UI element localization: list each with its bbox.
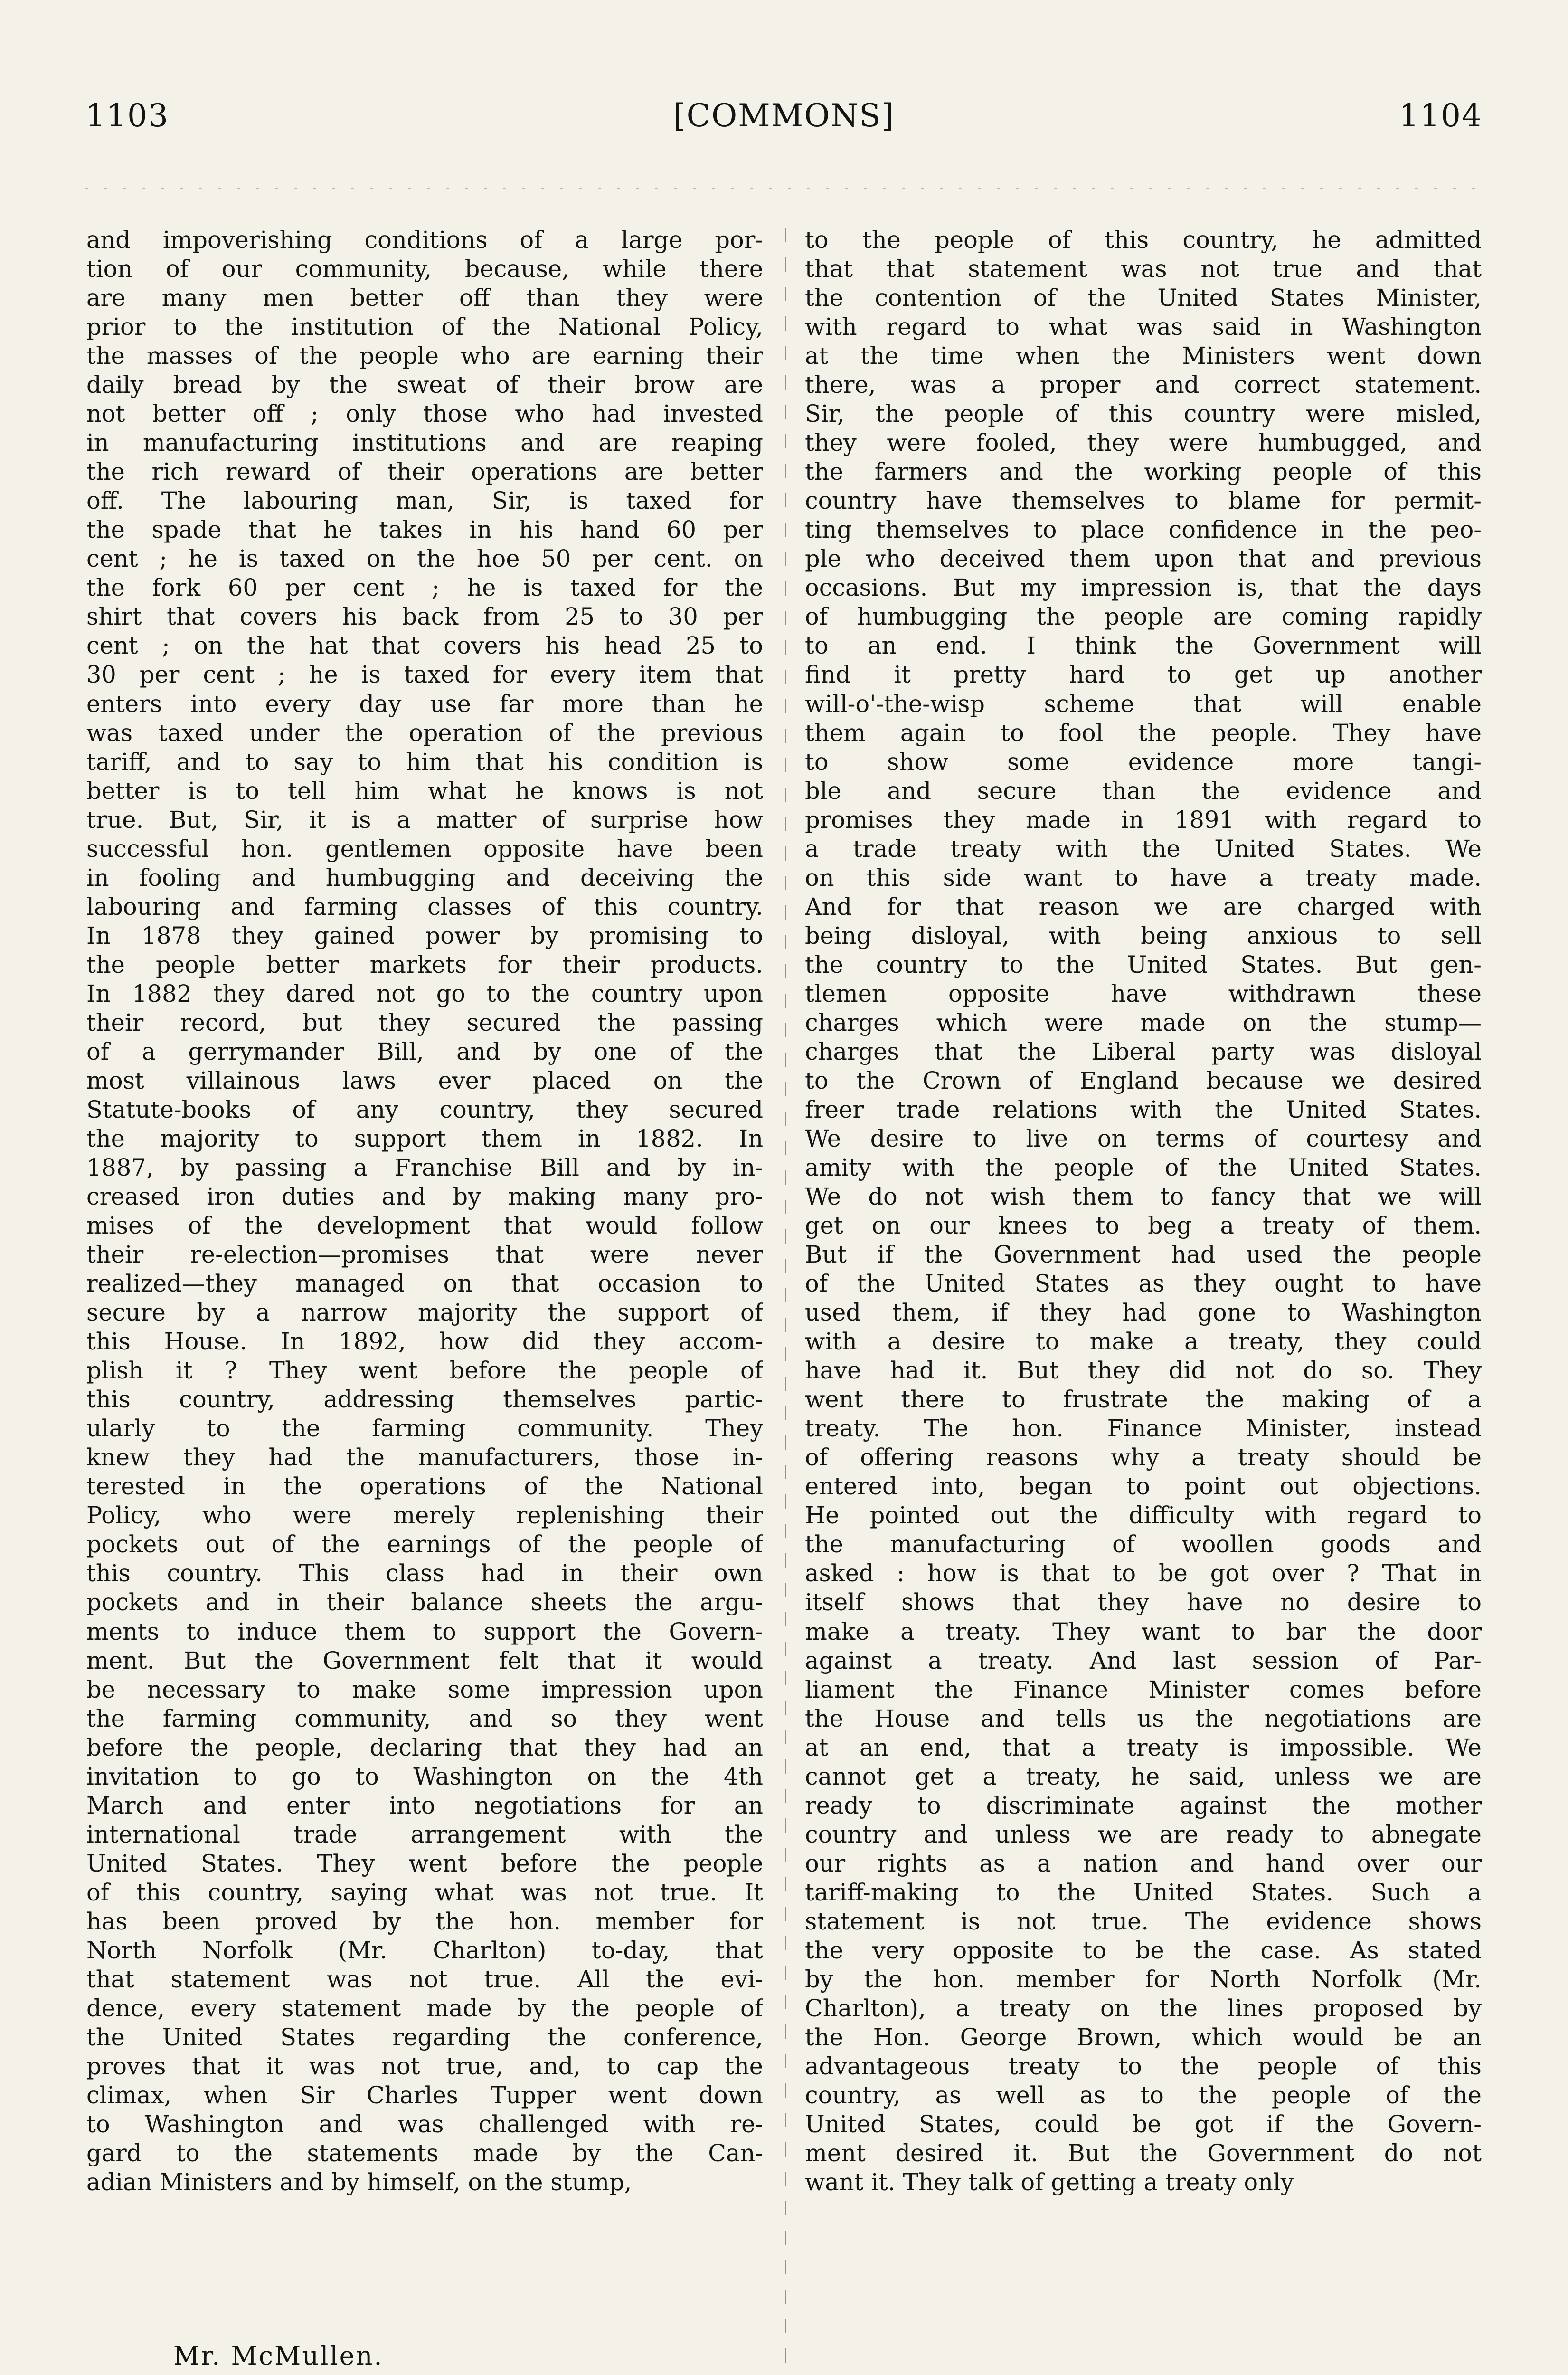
text-line: that statement was not true. All the evi- [86, 1965, 763, 1993]
text-line: the masses of the people who are earning their [86, 342, 763, 370]
text-line: ment desired it. But the Government do not [805, 2139, 1482, 2167]
text-line: knew they had the manufacturers, those in- [86, 1444, 763, 1472]
text-line: the people better markets for their products. [86, 950, 763, 978]
text-line: United States. They went before the people [86, 1849, 763, 1877]
page-number-left: 1103 [85, 97, 169, 134]
text-line: And for that reason we are charged with [805, 893, 1482, 921]
text-line: to Washington and was challenged with re- [86, 2110, 763, 2138]
text-line: gard to the statements made by the Can- [86, 2139, 763, 2167]
text-line: want it. They talk of getting a treaty only [805, 2168, 1294, 2196]
text-line: the rich reward of their operations are better [86, 458, 763, 486]
text-line: most villainous laws ever placed on the [86, 1066, 763, 1094]
text-line: itself shows that they have no desire to [805, 1588, 1482, 1616]
text-line: country, as well as to the people of the [805, 2081, 1482, 2109]
text-line: of the United States as they ought to have [805, 1270, 1482, 1298]
text-line: ready to discriminate against the mother [805, 1791, 1482, 1819]
text-line: of a gerrymander Bill, and by one of the [86, 1037, 763, 1065]
text-line: invitation to go to Washington on the 4th [86, 1762, 763, 1790]
text-line: realized—they managed on that occasion to [86, 1270, 763, 1298]
text-line: treaty. The hon. Finance Minister, instead [805, 1415, 1482, 1443]
text-line: asked : how is that to be got over ? That in [805, 1559, 1482, 1587]
text-line: advantageous treaty to the people of this [805, 2052, 1482, 2080]
text-line: 1887, by passing a Franchise Bill and by in- [86, 1154, 763, 1181]
text-line: the fork 60 per cent ; he is taxed for the [86, 574, 763, 602]
text-line: But if the Government had used the people [805, 1241, 1482, 1269]
text-line: was taxed under the operation of the previous [86, 719, 763, 747]
text-line: ularly to the farming community. They [86, 1415, 763, 1443]
text-line: they were fooled, they were humbugged, and [805, 429, 1482, 457]
text-line: not better off ; only those who had invested [86, 400, 763, 428]
text-line: shirt that covers his back from 25 to 30 per [86, 603, 763, 631]
text-line: the House and tells us the negotiations are [805, 1704, 1482, 1732]
text-line: there, was a proper and correct statement. [805, 371, 1482, 399]
text-line: this country, addressing themselves partic- [86, 1386, 763, 1414]
text-line: the spade that he takes in his hand 60 per [86, 516, 763, 544]
text-line: have had it. But they did not do so. They [805, 1357, 1482, 1385]
text-line: cannot get a treaty, he said, unless we are [805, 1762, 1482, 1790]
header-rule [85, 188, 1483, 189]
right-text-column [805, 226, 1482, 2290]
text-line: has been proved by the hon. member for [86, 1907, 763, 1935]
column-divider [785, 228, 786, 2375]
text-line: We desire to live on terms of courtesy and [805, 1124, 1482, 1152]
text-line: make a treaty. They want to bar the door [805, 1617, 1482, 1645]
header-title: [COMMONS] [673, 97, 895, 134]
text-line: tariff-making to the United States. Such a [805, 1878, 1482, 1906]
text-line: our rights as a nation and hand over our [805, 1849, 1482, 1877]
text-line: March and enter into negotiations for an [86, 1791, 763, 1819]
text-line: and impoverishing conditions of a large por- [86, 226, 763, 254]
text-line: at the time when the Ministers went down [805, 342, 1482, 370]
text-line: their record, but they secured the passing [86, 1008, 763, 1036]
text-line: get on our knees to beg a treaty of them. [805, 1212, 1482, 1240]
left-text-column [86, 226, 763, 2290]
text-line: country and unless we are ready to abnegate [805, 1820, 1482, 1848]
text-line: the farming community, and so they went [86, 1704, 763, 1732]
text-line: occasions. But my impression is, that the days [805, 574, 1482, 602]
text-line: by the hon. member for North Norfolk (Mr. [805, 1965, 1482, 1993]
text-line: to an end. I think the Government will [805, 632, 1482, 660]
text-line: in manufacturing institutions and are reaping [86, 429, 763, 457]
text-line: labouring and farming classes of this country. [86, 893, 763, 921]
text-line: North Norfolk (Mr. Charlton) to-day, that [86, 1936, 763, 1964]
text-line: tariff, and to say to him that his condition is [86, 748, 763, 776]
text-line: In 1878 they gained power by promising to [86, 922, 763, 950]
text-line: the contention of the United States Minister, [805, 284, 1482, 312]
text-line: are many men better off than they were [86, 284, 763, 312]
text-line: the country to the United States. But gen- [805, 950, 1482, 978]
text-line: to the people of this country, he admitted [805, 226, 1482, 254]
text-line: international trade arrangement with the [86, 1820, 763, 1848]
text-line: of this country, saying what was not true. It [86, 1878, 763, 1906]
text-line: ple who deceived them upon that and previous [805, 545, 1482, 573]
text-line: Charlton), a treaty on the lines proposed by [805, 1994, 1482, 2022]
speaker-footer: Mr. McMullen. [173, 2341, 384, 2371]
text-line: being disloyal, with being anxious to sell [805, 922, 1482, 950]
text-line: the Hon. George Brown, which would be an [805, 2023, 1482, 2051]
text-line: in fooling and humbugging and deceiving the [86, 864, 763, 892]
text-line: promises they made in 1891 with regard to [805, 806, 1482, 834]
text-line: the manufacturing of woollen goods and [805, 1530, 1482, 1558]
text-line: them again to fool the people. They have [805, 719, 1482, 747]
text-line: Policy, who were merely replenishing their [86, 1501, 763, 1530]
text-line: ments to induce them to support the Govern- [86, 1617, 763, 1645]
text-line: be necessary to make some impression upon [86, 1675, 763, 1703]
text-line: proves that it was not true, and, to cap the [86, 2052, 763, 2080]
text-line: to the Crown of England because we desired [805, 1066, 1482, 1094]
text-line: the very opposite to be the case. As stated [805, 1936, 1482, 1964]
text-line: adian Ministers and by himself, on the stump, [86, 2168, 632, 2196]
text-line: of humbugging the people are coming rapidly [805, 603, 1482, 631]
text-line: the farmers and the working people of this [805, 458, 1482, 486]
text-line: the United States regarding the conference, [86, 2023, 763, 2051]
text-line: used them, if they had gone to Washington [805, 1299, 1482, 1327]
text-line: amity with the people of the United States. [805, 1154, 1482, 1181]
text-line: country have themselves to blame for permit- [805, 487, 1482, 515]
text-line: this House. In 1892, how did they accom- [86, 1328, 763, 1356]
text-line: went there to frustrate the making of a [805, 1386, 1482, 1414]
text-line: Sir, the people of this country were misled, [805, 400, 1482, 428]
text-line: against a treaty. And last session of Par- [805, 1646, 1482, 1674]
text-line: ble and secure than the evidence and [805, 777, 1482, 805]
text-line: a trade treaty with the United States. We [805, 835, 1482, 863]
text-line: In 1882 they dared not go to the country upon [86, 979, 763, 1007]
text-line: will-o'-the-wisp scheme that will enable [805, 690, 1482, 718]
text-line: charges which were made on the stump— [805, 1008, 1482, 1036]
text-line: ment. But the Government felt that it would [86, 1646, 763, 1674]
text-line: of offering reasons why a treaty should be [805, 1444, 1482, 1472]
text-line: charges that the Liberal party was disloyal [805, 1037, 1482, 1065]
text-line: plish it ? They went before the people of [86, 1357, 763, 1385]
text-line: with regard to what was said in Washington [805, 313, 1482, 341]
text-line: statement is not true. The evidence shows [805, 1907, 1482, 1935]
text-line: to show some evidence more tangi- [805, 748, 1482, 776]
text-line: tlemen opposite have withdrawn these [805, 979, 1482, 1007]
text-line: United States, could be got if the Govern- [805, 2110, 1482, 2138]
text-line: We do not wish them to fancy that we will [805, 1183, 1482, 1211]
text-line: daily bread by the sweat of their brow are [86, 371, 763, 399]
text-line: prior to the institution of the National Policy, [86, 313, 763, 341]
text-line: before the people, declaring that they had an [86, 1733, 763, 1761]
text-line: cent ; on the hat that covers his head 25 to [86, 632, 763, 660]
text-line: 30 per cent ; he is taxed for every item that [86, 661, 763, 689]
text-line: liament the Finance Minister comes before [805, 1675, 1482, 1703]
text-line: successful hon. gentlemen opposite have been [86, 835, 763, 863]
text-line: Statute-books of any country, they secured [86, 1095, 763, 1123]
page-number-right: 1104 [1399, 97, 1483, 134]
text-line: dence, every statement made by the people of [86, 1994, 763, 2022]
text-line: secure by a narrow majority the support of [86, 1299, 763, 1327]
text-line: find it pretty hard to get up another [805, 661, 1482, 689]
text-line: entered into, began to point out objections. [805, 1472, 1482, 1501]
text-line: at an end, that a treaty is impossible. We [805, 1733, 1482, 1761]
text-line: cent ; he is taxed on the hoe 50 per cent. on [86, 545, 763, 573]
text-line: true. But, Sir, it is a matter of surprise how [86, 806, 763, 834]
text-line: their re-election—promises that were never [86, 1241, 763, 1269]
text-line: ting themselves to place confidence in the peo- [805, 516, 1482, 544]
text-line: the majority to support them in 1882. In [86, 1124, 763, 1152]
text-line: freer trade relations with the United States. [805, 1095, 1482, 1123]
text-line: enters into every day use far more than he [86, 690, 763, 718]
text-line: that that statement was not true and that [805, 255, 1482, 283]
text-line: tion of our community, because, while there [86, 255, 763, 283]
page-header [85, 97, 1483, 150]
text-line: climax, when Sir Charles Tupper went down [86, 2081, 763, 2109]
text-line: this country. This class had in their own [86, 1559, 763, 1587]
text-line: better is to tell him what he knows is not [86, 777, 763, 805]
text-line: with a desire to make a treaty, they could [805, 1328, 1482, 1356]
text-line: pockets out of the earnings of the people of [86, 1530, 763, 1558]
text-line: off. The labouring man, Sir, is taxed for [86, 487, 763, 515]
text-line: creased iron duties and by making many pro- [86, 1183, 763, 1211]
text-line: on this side want to have a treaty made. [805, 864, 1482, 892]
text-line: He pointed out the difficulty with regard to [805, 1501, 1482, 1530]
text-line: pockets and in their balance sheets the argu- [86, 1588, 763, 1616]
text-line: mises of the development that would follow [86, 1212, 763, 1240]
text-line: terested in the operations of the National [86, 1472, 763, 1501]
